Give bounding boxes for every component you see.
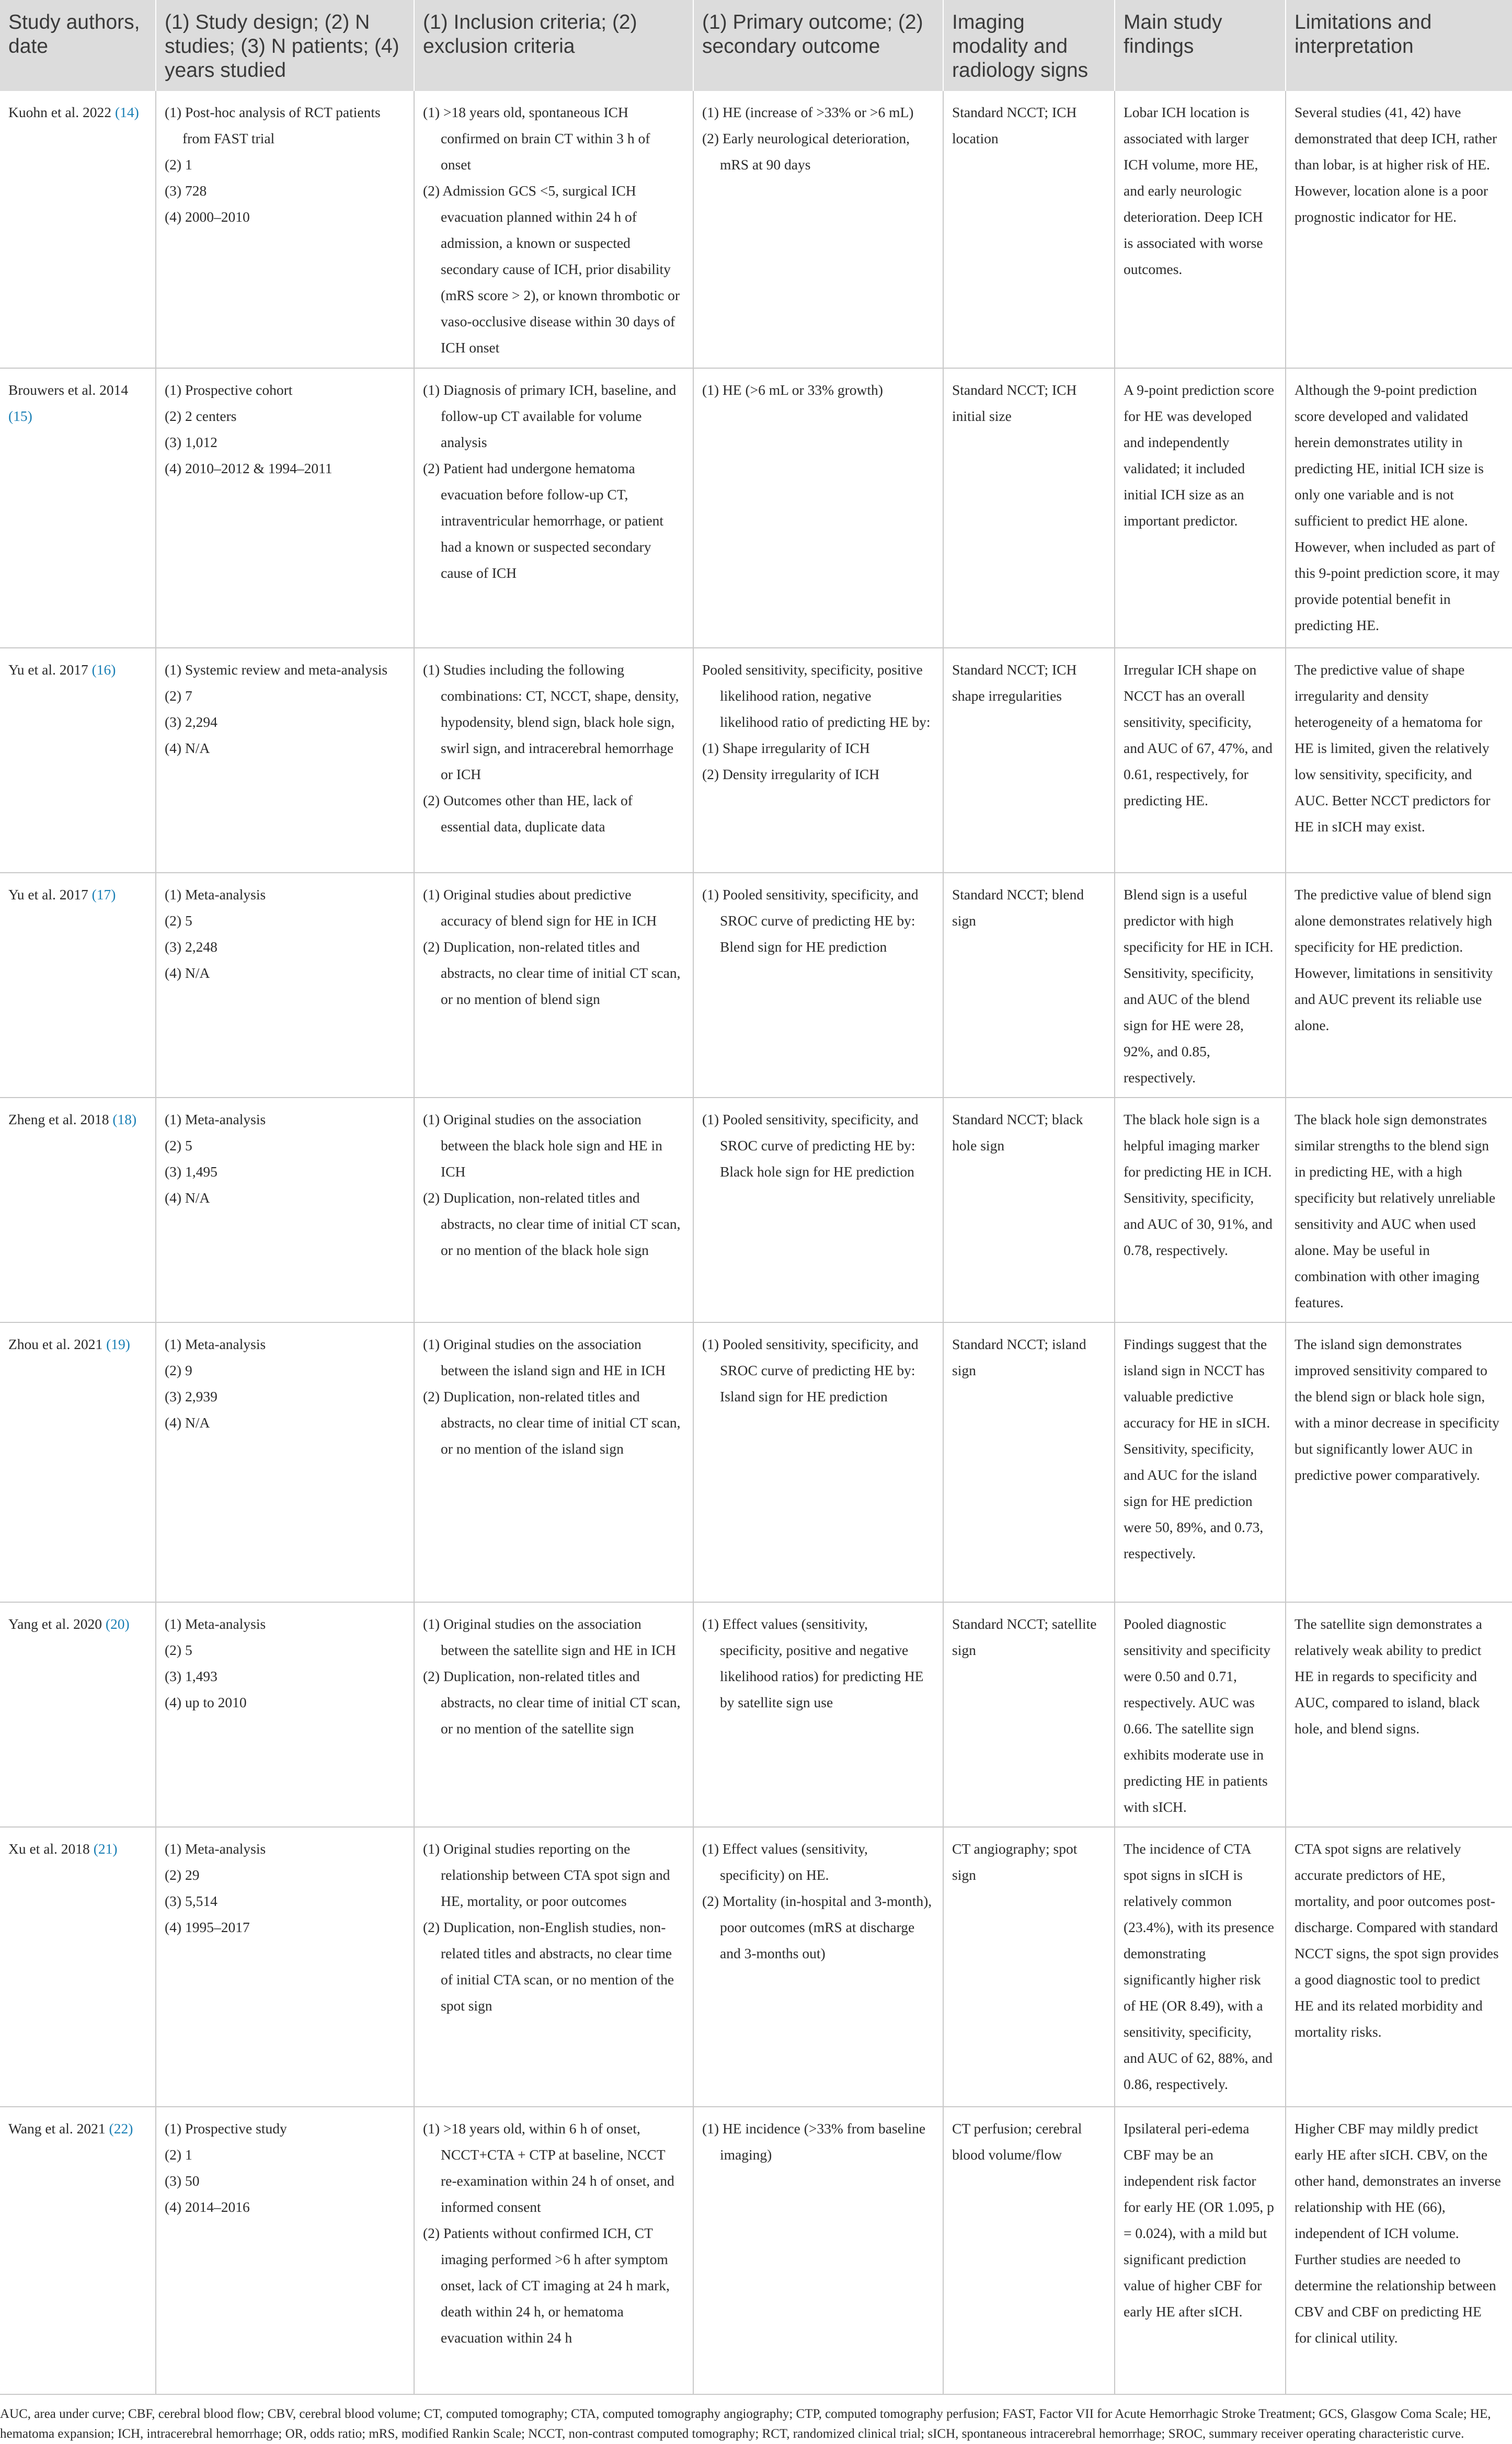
criteria-item: (1) Original studies reporting on the relationship between CTA spot sign and HE, mortality, or poor outcomes bbox=[423, 1841, 670, 1910]
cell-criteria bbox=[414, 2107, 693, 2394]
reference-link[interactable]: (15) bbox=[8, 408, 32, 425]
author-name: Yu et al. 2017 bbox=[8, 661, 88, 678]
outcome-item: (2) Density irregularity of ICH bbox=[702, 766, 880, 783]
cell-outcome bbox=[693, 648, 943, 873]
design-item: (2) 1 bbox=[165, 2146, 192, 2163]
cell-study-authors bbox=[0, 2107, 156, 2394]
criteria-item: (2) Patient had undergone hematoma evacuation before follow-up CT, intraventricular hemorrhage, or patient had a known or suspected secondary cause of ICH bbox=[423, 460, 664, 581]
design-item: (1) Meta-analysis bbox=[165, 886, 266, 903]
cell-outcome bbox=[693, 1098, 943, 1322]
table-row bbox=[0, 1602, 1512, 1827]
cell-limitations: The predictive value of shape irregularity and density heterogeneity of a hematoma for HE is limited, given the relatively low sensitivity, specificity, and AUC. Better NCCT predictors for HE in sICH may exist. bbox=[1286, 648, 1512, 873]
criteria-item: (2) Patients without confirmed ICH, CT imaging performed >6 h after symptom onset, lack of CT imaging at 24 h mark, death within 24 h, or hematoma evacuation within 24 h bbox=[423, 2225, 670, 2346]
design-item: (1) Prospective study bbox=[165, 2120, 287, 2137]
cell-imaging: Standard NCCT; blend sign bbox=[943, 873, 1115, 1098]
cell-criteria bbox=[414, 1827, 693, 2107]
design-item: (1) Meta-analysis bbox=[165, 1111, 266, 1128]
design-item: (3) 5,514 bbox=[165, 1893, 217, 1910]
design-item: (3) 2,248 bbox=[165, 939, 217, 955]
cell-study-design bbox=[156, 873, 414, 1098]
reference-link[interactable]: (19) bbox=[106, 1336, 130, 1353]
cell-outcome bbox=[693, 368, 943, 648]
cell-limitations: The satellite sign demonstrates a relatively weak ability to predict HE in regards to specificity and AUC, compared to island, black hole, and blend signs. bbox=[1286, 1602, 1512, 1827]
cell-outcome bbox=[693, 873, 943, 1098]
cell-outcome bbox=[693, 91, 943, 368]
reference-link[interactable]: (16) bbox=[91, 661, 116, 678]
cell-outcome bbox=[693, 1322, 943, 1602]
table-row bbox=[0, 873, 1512, 1098]
reference-link[interactable]: (17) bbox=[91, 886, 116, 903]
cell-limitations: CTA spot signs are relatively accurate predictors of HE, mortality, and poor outcomes post-discharge. Compared with standard NCCT signs, the spot sign provides a good diagnostic tool to predict HE and its related morbidity and mortality risks. bbox=[1286, 1827, 1512, 2107]
design-item: (3) 1,012 bbox=[165, 434, 217, 451]
criteria-item: (1) >18 years old, within 6 h of onset, NCCT+CTA + CTP at baseline, NCCT re-examination within 24 h of onset, and informed consent bbox=[423, 2120, 674, 2215]
table-row bbox=[0, 1827, 1512, 2107]
cell-findings: Ipsilateral peri-edema CBF may be an independent risk factor for early HE (OR 1.095, p = 0.024), with a mild but significant prediction value of higher CBF for early HE after sICH. bbox=[1115, 2107, 1286, 2394]
cell-imaging: Standard NCCT; black hole sign bbox=[943, 1098, 1115, 1322]
cell-imaging: CT perfusion; cerebral blood volume/flow bbox=[943, 2107, 1115, 2394]
cell-study-design bbox=[156, 91, 414, 368]
design-item: (4) 2014–2016 bbox=[165, 2199, 250, 2215]
cell-findings: Lobar ICH location is associated with larger ICH volume, more HE, and early neurologic deterioration. Deep ICH is associated with worse outcomes. bbox=[1115, 91, 1286, 368]
outcome-item: (1) Effect values (sensitivity, specificity) on HE. bbox=[702, 1841, 868, 1883]
design-item: (4) up to 2010 bbox=[165, 1694, 247, 1711]
cell-limitations: Although the 9-point prediction score developed and validated herein demonstrates utility in predicting HE, initial ICH size is only one variable and is not sufficient to predict HE alone. However, when included as part of this 9-point prediction score, it may provide potential benefit in predicting HE. bbox=[1286, 368, 1512, 648]
cell-findings: A 9-point prediction score for HE was developed and independently validated; it included initial ICH size as an important predictor. bbox=[1115, 368, 1286, 648]
design-item: (2) 5 bbox=[165, 1642, 192, 1659]
cell-limitations: The black hole sign demonstrates similar strengths to the blend sign in predicting HE, with a high specificity but relatively unreliable sensitivity and AUC when used alone. May be useful in combination with other imaging features. bbox=[1286, 1098, 1512, 1322]
cell-criteria bbox=[414, 873, 693, 1098]
design-item: (2) 9 bbox=[165, 1362, 192, 1379]
criteria-item: (1) Original studies on the association between the island sign and HE in ICH bbox=[423, 1336, 666, 1379]
cell-limitations: Higher CBF may mildly predict early HE after sICH. CBV, on the other hand, demonstrates an inverse relationship with HE (66), independent of ICH volume. Further studies are needed to determine the relationship between CBV and CBF on predicting HE for clinical utility. bbox=[1286, 2107, 1512, 2394]
author-name: Wang et al. 2021 bbox=[8, 2120, 106, 2137]
design-item: (4) N/A bbox=[165, 1190, 210, 1206]
author-name: Yu et al. 2017 bbox=[8, 886, 88, 903]
reference-link[interactable]: (21) bbox=[93, 1841, 118, 1857]
cell-study-design bbox=[156, 1098, 414, 1322]
cell-study-authors bbox=[0, 1827, 156, 2107]
cell-findings: Findings suggest that the island sign in NCCT has valuable predictive accuracy for HE in sICH. Sensitivity, specificity, and AUC for the island sign for HE prediction were 50, 89%, and 0.73, respectively. bbox=[1115, 1322, 1286, 1602]
table-footnote: AUC, area under curve; CBF, cerebral blood flow; CBV, cerebral blood volume; CT, computed tomography; CTA, computed tomography angiography; CTP, computed tomography perfusion; FAST, Factor VII for Acute Hemorrhagic Stroke Treatment; GCS, Glasgow Coma Scale; HE, hematoma expansion; ICH, intracerebral hemorrhage; OR, odds ratio; mRS, modified Rankin Scale; NCCT, non-contrast computed tomography; RCT, randomized clinical trial; sICH, spontaneous intracerebral hemorrhage; SROC, summary receiver operating characteristic curve. bbox=[0, 2407, 1491, 2441]
cell-outcome bbox=[693, 2107, 943, 2394]
cell-study-authors bbox=[0, 368, 156, 648]
outcome-item: (2) Early neurological deterioration, mRS at 90 days bbox=[702, 130, 910, 173]
design-item: (1) Prospective cohort bbox=[165, 382, 293, 398]
cell-findings: Blend sign is a useful predictor with high specificity for HE in ICH. Sensitivity, specificity, and AUC of the blend sign for HE were 28, 92%, and 0.85, respectively. bbox=[1115, 873, 1286, 1098]
reference-link[interactable]: (14) bbox=[114, 104, 139, 121]
design-item: (1) Systemic review and meta-analysis bbox=[165, 661, 388, 678]
design-item: (3) 2,939 bbox=[165, 1388, 217, 1405]
criteria-item: (2) Outcomes other than HE, lack of essential data, duplicate data bbox=[423, 792, 633, 835]
outcome-item: Pooled sensitivity, specificity, positive likelihood ration, negative likelihood ratio of predicting HE by: bbox=[702, 661, 931, 730]
cell-study-authors bbox=[0, 1602, 156, 1827]
design-item: (2) 1 bbox=[165, 156, 192, 173]
reference-link[interactable]: (18) bbox=[112, 1111, 137, 1128]
cell-study-design bbox=[156, 1827, 414, 2107]
cell-study-authors bbox=[0, 648, 156, 873]
cell-findings: Pooled diagnostic sensitivity and specificity were 0.50 and 0.71, respectively. AUC was 0.66. The satellite sign exhibits moderate use in predicting HE in patients with sICH. bbox=[1115, 1602, 1286, 1827]
cell-study-design bbox=[156, 1602, 414, 1827]
criteria-item: (1) Original studies on the association between the black hole sign and HE in ICH bbox=[423, 1111, 662, 1180]
cell-imaging: Standard NCCT; ICH location bbox=[943, 91, 1115, 368]
cell-study-design bbox=[156, 368, 414, 648]
outcome-item: (2) Mortality (in-hospital and 3-month), poor outcomes (mRS at discharge and 3-months out) bbox=[702, 1893, 932, 1962]
cell-limitations: Several studies (41, 42) have demonstrated that deep ICH, rather than lobar, is at higher risk of HE. However, location alone is a poor prognostic indicator for HE. bbox=[1286, 91, 1512, 368]
cell-imaging: Standard NCCT; ICH initial size bbox=[943, 368, 1115, 648]
cell-imaging: CT angiography; spot sign bbox=[943, 1827, 1115, 2107]
header-imaging: Imaging modality and radiology signs bbox=[943, 0, 1115, 91]
header-outcome: (1) Primary outcome; (2) secondary outcome bbox=[693, 0, 943, 91]
cell-findings: The black hole sign is a helpful imaging marker for predicting HE in ICH. Sensitivity, specificity, and AUC of 30, 91%, and 0.78, respectively. bbox=[1115, 1098, 1286, 1322]
table-row bbox=[0, 648, 1512, 873]
table-row bbox=[0, 1098, 1512, 1322]
cell-criteria bbox=[414, 1322, 693, 1602]
cell-criteria bbox=[414, 648, 693, 873]
cell-findings: Irregular ICH shape on NCCT has an overall sensitivity, specificity, and AUC of 67, 47%, and 0.61, respectively, for predicting HE. bbox=[1115, 648, 1286, 873]
cell-criteria bbox=[414, 1098, 693, 1322]
reference-link[interactable]: (20) bbox=[105, 1616, 130, 1632]
header-criteria: (1) Inclusion criteria; (2) exclusion criteria bbox=[414, 0, 693, 91]
cell-imaging: Standard NCCT; satellite sign bbox=[943, 1602, 1115, 1827]
design-item: (3) 728 bbox=[165, 182, 207, 199]
outcome-item: (1) HE (increase of >33% or >6 mL) bbox=[702, 104, 914, 121]
author-name: Kuohn et al. 2022 bbox=[8, 104, 112, 121]
design-item: (4) N/A bbox=[165, 740, 210, 757]
cell-imaging: Standard NCCT; ICH shape irregularities bbox=[943, 648, 1115, 873]
design-item: (3) 1,495 bbox=[165, 1163, 217, 1180]
outcome-item: (1) HE incidence (>33% from baseline imaging) bbox=[702, 2120, 926, 2163]
criteria-item: (2) Duplication, non-related titles and abstracts, no clear time of initial CT scan, or no mention of the satellite sign bbox=[423, 1668, 681, 1737]
cell-limitations: The island sign demonstrates improved sensitivity compared to the blend sign or black hole sign, with a minor decrease in specificity but significantly lower AUC in predictive power comparatively. bbox=[1286, 1322, 1512, 1602]
header-study-authors: Study authors, date bbox=[0, 0, 156, 91]
criteria-item: (2) Duplication, non-related titles and abstracts, no clear time of initial CT scan, or no mention of the black hole sign bbox=[423, 1190, 681, 1259]
design-item: (2) 29 bbox=[165, 1867, 200, 1883]
author-name: Zheng et al. 2018 bbox=[8, 1111, 109, 1128]
design-item: (1) Meta-analysis bbox=[165, 1616, 266, 1632]
criteria-item: (2) Duplication, non-related titles and abstracts, no clear time of initial CT scan, or no mention of blend sign bbox=[423, 939, 681, 1008]
cell-study-authors bbox=[0, 1322, 156, 1602]
header-findings: Main study findings bbox=[1115, 0, 1286, 91]
design-item: (3) 2,294 bbox=[165, 714, 217, 730]
criteria-item: (1) Studies including the following combinations: CT, NCCT, shape, density, hypodensity, blend sign, black hole sign, swirl sign, and intracerebral hemorrhage or ICH bbox=[423, 661, 679, 783]
design-item: (3) 1,493 bbox=[165, 1668, 217, 1685]
cell-criteria bbox=[414, 368, 693, 648]
table-header bbox=[0, 0, 1512, 91]
header-row bbox=[0, 0, 1512, 91]
design-item: (2) 2 centers bbox=[165, 408, 237, 425]
design-item: (3) 50 bbox=[165, 2173, 200, 2189]
criteria-item: (2) Duplication, non-related titles and abstracts, no clear time of initial CT scan, or no mention of the island sign bbox=[423, 1388, 681, 1457]
table-row bbox=[0, 368, 1512, 648]
table-row bbox=[0, 2107, 1512, 2394]
criteria-item: (2) Duplication, non-English studies, non-related titles and abstracts, no clear time of initial CTA scan, or no mention of the spot sign bbox=[423, 1919, 674, 2014]
table-row bbox=[0, 91, 1512, 368]
criteria-item: (1) Diagnosis of primary ICH, baseline, and follow-up CT available for volume analysis bbox=[423, 382, 677, 451]
cell-study-design bbox=[156, 648, 414, 873]
design-item: (4) N/A bbox=[165, 965, 210, 981]
outcome-item: (1) Effect values (sensitivity, specificity, positive and negative likelihood ratios) for predicting HE by satellite sign use bbox=[702, 1616, 924, 1711]
cell-criteria bbox=[414, 91, 693, 368]
outcome-item: (1) Pooled sensitivity, specificity, and SROC curve of predicting HE by: Black hole sign for HE prediction bbox=[702, 1111, 919, 1180]
cell-study-design bbox=[156, 2107, 414, 2394]
criteria-item: (1) >18 years old, spontaneous ICH confirmed on brain CT within 3 h of onset bbox=[423, 104, 650, 173]
design-item: (2) 5 bbox=[165, 912, 192, 929]
author-name: Xu et al. 2018 bbox=[8, 1841, 90, 1857]
cell-findings: The incidence of CTA spot signs in sICH is relatively common (23.4%), with its presence demonstrating significantly higher risk of HE (OR 8.49), with a sensitivity, specificity, and AUC of 62, 88%, and 0.86, respectively. bbox=[1115, 1827, 1286, 2107]
author-name: Brouwers et al. 2014 bbox=[8, 382, 129, 398]
cell-criteria bbox=[414, 1602, 693, 1827]
design-item: (1) Meta-analysis bbox=[165, 1336, 266, 1353]
cell-study-authors bbox=[0, 91, 156, 368]
cell-study-design bbox=[156, 1322, 414, 1602]
table-body bbox=[0, 91, 1512, 2394]
design-item: (2) 7 bbox=[165, 688, 192, 704]
reference-link[interactable]: (22) bbox=[109, 2120, 133, 2137]
design-item: (4) 2000–2010 bbox=[165, 209, 250, 225]
outcome-item: (1) Pooled sensitivity, specificity, and SROC curve of predicting HE by: Island sign for HE prediction bbox=[702, 1336, 919, 1405]
outcome-item: (1) Shape irregularity of ICH bbox=[702, 740, 870, 757]
cell-study-authors bbox=[0, 1098, 156, 1322]
outcome-item: (1) HE (>6 mL or 33% growth) bbox=[702, 382, 883, 398]
criteria-item: (1) Original studies about predictive accuracy of blend sign for HE in ICH bbox=[423, 886, 657, 929]
cell-study-authors bbox=[0, 873, 156, 1098]
cell-outcome bbox=[693, 1602, 943, 1827]
outcome-item: (1) Pooled sensitivity, specificity, and SROC curve of predicting HE by: Blend sign for HE prediction bbox=[702, 886, 919, 955]
cell-outcome bbox=[693, 1827, 943, 2107]
design-item: (4) N/A bbox=[165, 1414, 210, 1431]
author-name: Zhou et al. 2021 bbox=[8, 1336, 103, 1353]
cell-imaging: Standard NCCT; island sign bbox=[943, 1322, 1115, 1602]
table-row bbox=[0, 1322, 1512, 1602]
design-item: (4) 1995–2017 bbox=[165, 1919, 250, 1936]
design-item: (1) Post-hoc analysis of RCT patients from FAST trial bbox=[165, 104, 381, 147]
design-item: (4) 2010–2012 & 1994–2011 bbox=[165, 460, 333, 477]
cell-limitations: The predictive value of blend sign alone demonstrates relatively high specificity for HE prediction. However, limitations in sensitivity and AUC prevent its reliable use alone. bbox=[1286, 873, 1512, 1098]
author-name: Yang et al. 2020 bbox=[8, 1616, 102, 1632]
criteria-item: (2) Admission GCS <5, surgical ICH evacuation planned within 24 h of admission, a known or suspected secondary cause of ICH, prior disability (mRS score > 2), or known thrombotic or vaso-occlusive disease within 30 days of ICH onset bbox=[423, 182, 680, 356]
header-study-design: (1) Study design; (2) N studies; (3) N patients; (4) years studied bbox=[156, 0, 414, 91]
criteria-item: (1) Original studies on the association between the satellite sign and HE in ICH bbox=[423, 1616, 676, 1659]
header-limitations: Limitations and interpretation bbox=[1286, 0, 1512, 91]
design-item: (1) Meta-analysis bbox=[165, 1841, 266, 1857]
design-item: (2) 5 bbox=[165, 1137, 192, 1154]
